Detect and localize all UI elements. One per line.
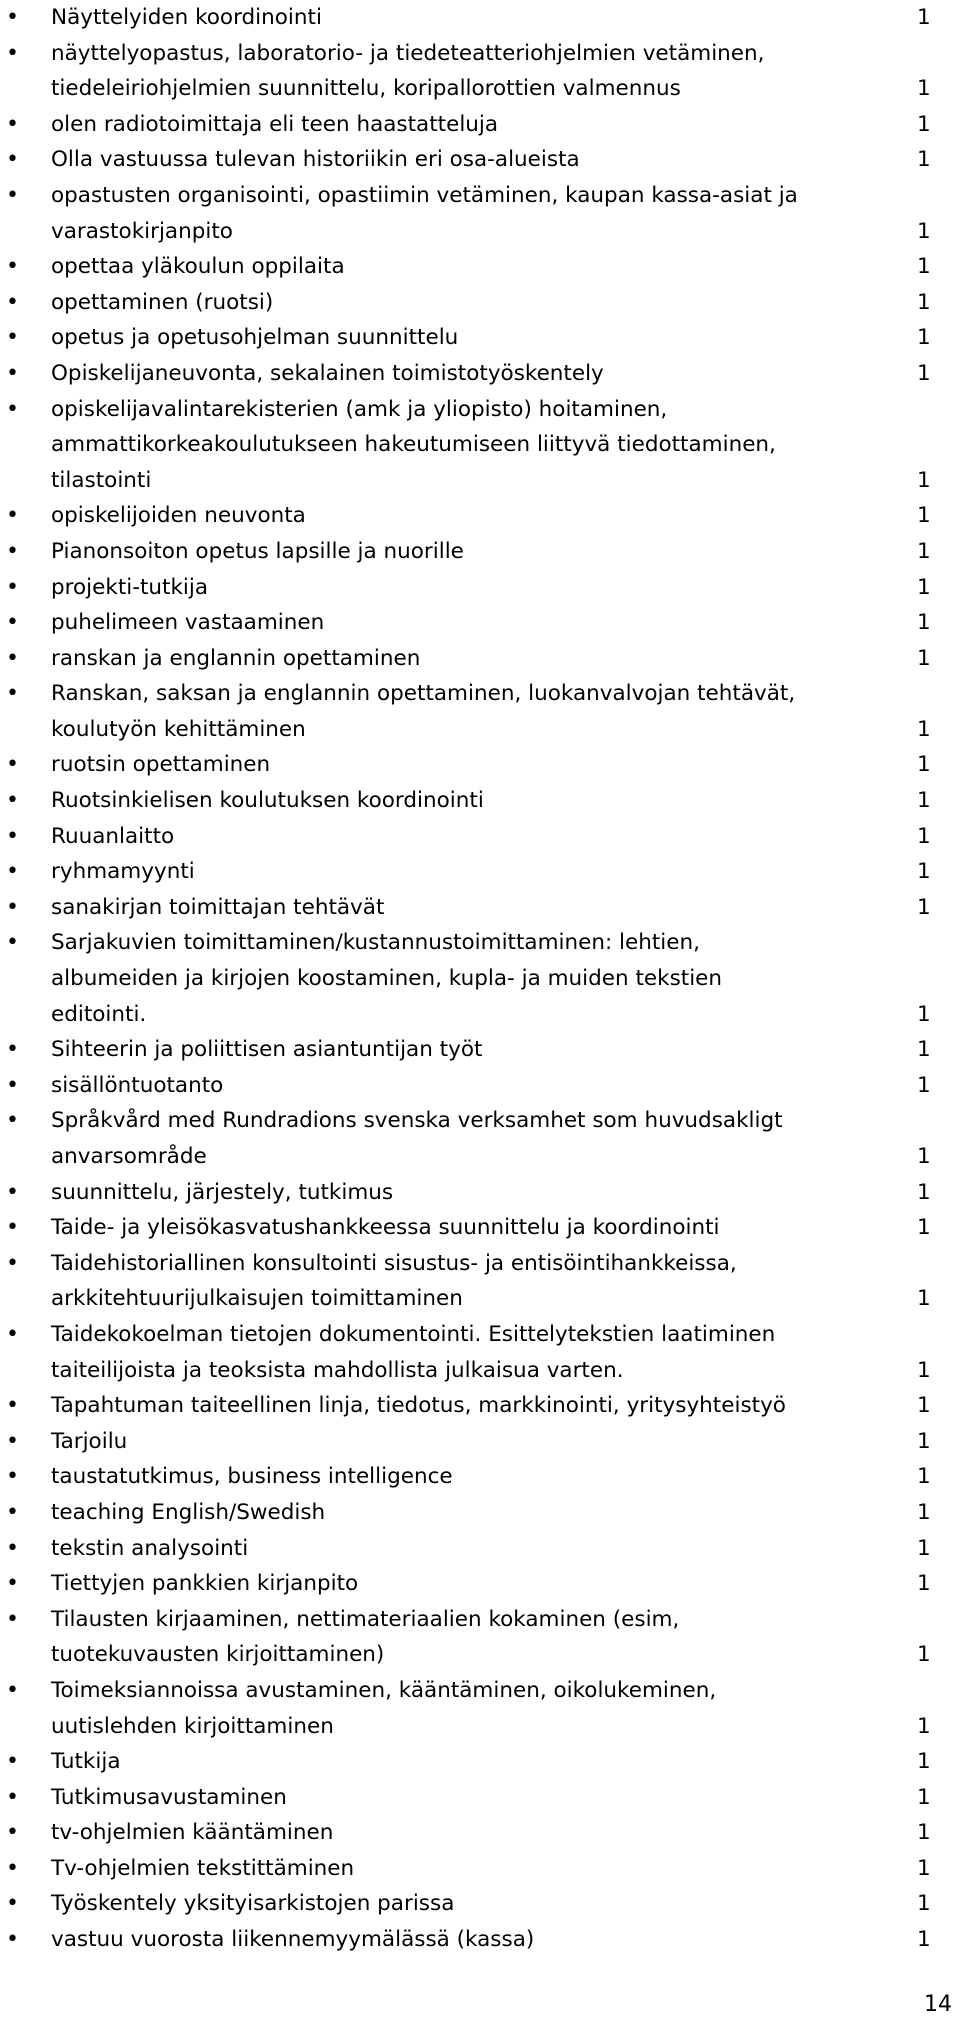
- list-item: [0, 1566, 960, 1602]
- item-text: Tapahtuman taiteellinen linja, tiedotus, markkinointi, yritysyhteistyö: [51, 1393, 786, 1419]
- list-item: [0, 320, 960, 356]
- bullet-icon: •: [6, 1250, 19, 1276]
- bullet-icon: •: [6, 752, 19, 778]
- item-text: projekti-tutkija: [51, 574, 209, 600]
- list-item: [0, 1495, 960, 1531]
- list-item: [0, 1424, 960, 1460]
- bullet-icon: •: [6, 1215, 19, 1241]
- item-count: 1: [917, 1037, 931, 1063]
- list-item: [0, 1317, 960, 1388]
- list-item: [0, 498, 960, 534]
- item-count: 1: [917, 1784, 931, 1810]
- bullet-icon: •: [6, 182, 19, 208]
- item-text: Tilausten kirjaaminen, nettimateriaalien kokaminen (esim, tuotekuvausten kirjoittaminen): [51, 1606, 680, 1668]
- item-count: 1: [917, 1215, 931, 1241]
- bullet-icon: •: [6, 610, 19, 636]
- list-item: [0, 1815, 960, 1851]
- bullet-icon: •: [6, 574, 19, 600]
- bullet-icon: •: [6, 1891, 19, 1917]
- item-text: Tutkimusavustaminen: [51, 1784, 287, 1810]
- item-text: puhelimeen vastaaminen: [51, 610, 325, 636]
- list-item: [0, 1175, 960, 1211]
- bullet-icon: •: [6, 1571, 19, 1597]
- item-count: 1: [917, 1144, 931, 1169]
- item-text: olen radiotoimittaja eli teen haastatteluja: [51, 111, 499, 137]
- item-count: 1: [917, 1535, 931, 1561]
- bullet-icon: •: [6, 289, 19, 315]
- item-count: 1: [917, 1464, 931, 1490]
- item-text: Ranskan, saksan ja englannin opettaminen, luokanvalvojan tehtävät, koulutyön kehittäminen: [51, 681, 796, 742]
- bullet-icon: •: [6, 1321, 19, 1347]
- item-count: 1: [917, 1713, 931, 1739]
- item-count: 1: [917, 894, 931, 920]
- list-item: [0, 890, 960, 926]
- item-count: 1: [917, 5, 931, 30]
- item-text: Taide- ja yleisökasvatushankkeessa suunnittelu ja koordinointi: [51, 1215, 720, 1241]
- item-count: 1: [917, 1179, 931, 1205]
- page-number: 14: [924, 1992, 952, 2017]
- list-item: [0, 1459, 960, 1495]
- item-text: tv-ohjelmien kääntäminen: [51, 1820, 334, 1846]
- item-count: 1: [917, 574, 931, 600]
- list-item: [0, 0, 960, 36]
- item-text: opetus ja opetusohjelman suunnittelu: [51, 325, 459, 351]
- item-text: opiskelijavalintarekisterien (amk ja yliopisto) hoitaminen, ammattikorkeakoulutukseen hakeutumiseen liittyvä tiedottaminen, tilastointi: [51, 396, 776, 493]
- bullet-icon: •: [6, 147, 19, 173]
- bullet-icon: •: [6, 1535, 19, 1561]
- item-count: 1: [917, 218, 931, 244]
- item-text: Språkvård med Rundradions svenska verksamhet som huvudsakligt anvarsområde: [51, 1108, 783, 1169]
- item-text: näyttelyopastus, laboratorio- ja tiedeteatteriohjelmien vetäminen, tiedeleiriohjelmien suunnittelu, koripallorottien valmennus: [51, 40, 765, 102]
- item-text: sanakirjan toimittajan tehtävät: [51, 894, 385, 920]
- item-count: 1: [917, 1855, 931, 1881]
- item-count: 1: [917, 1001, 931, 1027]
- item-count: 1: [917, 503, 931, 529]
- item-count: 1: [917, 645, 931, 671]
- bullet-icon: •: [6, 254, 19, 280]
- list-item: [0, 641, 960, 677]
- list-item: [0, 249, 960, 285]
- item-text: Taidehistoriallinen konsultointi sisustus- ja entisöintihankkeissa, arkkitehtuurijulkaisujen toimittaminen: [51, 1250, 737, 1312]
- item-count: 1: [917, 538, 931, 564]
- list-item: [0, 1886, 960, 1922]
- bullet-icon: •: [6, 930, 19, 956]
- item-text: Tv-ohjelmien tekstittäminen: [51, 1855, 355, 1881]
- item-text: Sihteerin ja poliittisen asiantuntijan työt: [51, 1037, 483, 1063]
- item-count: 1: [917, 1891, 931, 1917]
- item-text: suunnittelu, järjestely, tutkimus: [51, 1179, 394, 1205]
- bullet-icon: •: [6, 360, 19, 386]
- item-count: 1: [917, 289, 931, 315]
- item-text: ryhmamyynti: [51, 859, 195, 885]
- item-text: tekstin analysointi: [51, 1535, 249, 1561]
- bullet-icon: •: [6, 1499, 19, 1525]
- list-item: [0, 747, 960, 783]
- item-text: opettaminen (ruotsi): [51, 289, 274, 315]
- item-text: Taidekokoelman tietojen dokumentointi. Esittelytekstien laatiminen taiteilijoista ja teoksista mahdollista julkaisua varten.: [51, 1321, 776, 1383]
- bullet-icon: •: [6, 1037, 19, 1063]
- list-item: [0, 783, 960, 819]
- list-item: [0, 1210, 960, 1246]
- bullet-icon: •: [6, 1464, 19, 1490]
- item-text: teaching English/Swedish: [51, 1499, 326, 1525]
- list-item: [0, 1851, 960, 1887]
- bullet-icon: •: [6, 40, 19, 66]
- bullet-icon: •: [6, 681, 19, 707]
- bullet-icon: •: [6, 1428, 19, 1454]
- bullet-icon: •: [6, 1606, 19, 1632]
- item-text: Tutkija: [51, 1749, 121, 1775]
- item-count: 1: [917, 788, 931, 814]
- bullet-icon: •: [6, 1072, 19, 1098]
- item-count: 1: [917, 1749, 931, 1775]
- list-item: [0, 392, 960, 499]
- bullet-icon: •: [6, 823, 19, 849]
- item-text: opiskelijoiden neuvonta: [51, 503, 306, 529]
- list-item: [0, 1922, 960, 1958]
- bullet-icon: •: [6, 396, 19, 422]
- item-text: Työskentely yksityisarkistojen parissa: [51, 1891, 455, 1917]
- item-count: 1: [917, 254, 931, 280]
- item-text: Tarjoilu: [51, 1428, 128, 1454]
- bullet-icon: •: [6, 325, 19, 351]
- list-item: [0, 356, 960, 392]
- item-text: Tiettyjen pankkien kirjanpito: [51, 1571, 359, 1597]
- item-text: taustatutkimus, business intelligence: [51, 1464, 453, 1490]
- item-text: opastusten organisointi, opastiimin vetäminen, kaupan kassa-asiat ja varastokirjanpito: [51, 182, 798, 244]
- list-item: [0, 605, 960, 641]
- item-count: 1: [917, 1393, 931, 1419]
- bullet-icon: •: [6, 538, 19, 564]
- list-item: [0, 854, 960, 890]
- bullet-icon: •: [6, 1784, 19, 1810]
- item-count: 1: [917, 147, 931, 173]
- bullet-icon: •: [6, 788, 19, 814]
- list-item: [0, 1744, 960, 1780]
- list-item: [0, 819, 960, 855]
- item-text: Ruotsinkielisen koulutuksen koordinointi: [51, 788, 484, 814]
- list-item: [0, 676, 960, 747]
- item-count: 1: [917, 111, 931, 137]
- list-item: [0, 178, 960, 249]
- item-text: Opiskelijaneuvonta, sekalainen toimistotyöskentely: [51, 360, 604, 386]
- list-item: [0, 1103, 960, 1174]
- item-count: 1: [917, 1428, 931, 1454]
- list-item: [0, 570, 960, 606]
- item-text: Pianonsoiton opetus lapsille ja nuorille: [51, 538, 464, 564]
- item-text: Ruuanlaitto: [51, 823, 175, 849]
- bullet-icon: •: [6, 859, 19, 885]
- item-text: Sarjakuvien toimittaminen/kustannustoimittaminen: lehtien, albumeiden ja kirjojen koostaminen, kupla- ja muiden tekstien editointi.: [51, 930, 723, 1027]
- item-count: 1: [917, 325, 931, 351]
- item-count: 1: [917, 1820, 931, 1846]
- item-text: opettaa yläkoulun oppilaita: [51, 254, 345, 280]
- item-count: 1: [917, 1286, 931, 1312]
- bullet-icon: •: [6, 1820, 19, 1846]
- item-count: 1: [917, 1357, 931, 1383]
- bullet-icon: •: [6, 1393, 19, 1419]
- item-text: Näyttelyiden koordinointi: [51, 5, 322, 30]
- item-count: 1: [917, 360, 931, 386]
- item-count: 1: [917, 1642, 931, 1668]
- bullet-icon: •: [6, 1108, 19, 1134]
- item-count: 1: [917, 716, 931, 742]
- item-count: 1: [917, 752, 931, 778]
- item-text: vastuu vuorosta liikennemyymälässä (kassa): [51, 1927, 535, 1953]
- list-item: [0, 1068, 960, 1104]
- list-item: [0, 107, 960, 143]
- list-item: [0, 142, 960, 178]
- item-count: 1: [917, 1571, 931, 1597]
- item-count: 1: [917, 1927, 931, 1953]
- item-count: 1: [917, 1072, 931, 1098]
- bullet-icon: •: [6, 645, 19, 671]
- item-count: 1: [917, 467, 931, 493]
- item-text: Olla vastuussa tulevan historiikin eri osa-alueista: [51, 147, 580, 173]
- list-item: [0, 1388, 960, 1424]
- bullet-icon: •: [6, 1677, 19, 1703]
- list-item: [0, 925, 960, 1032]
- bullet-icon: •: [6, 1749, 19, 1775]
- item-count: 1: [917, 76, 931, 102]
- item-text: Toimeksiannoissa avustaminen, kääntäminen, oikolukeminen, uutislehden kirjoittaminen: [51, 1677, 717, 1739]
- bullet-icon: •: [6, 894, 19, 920]
- item-text: ranskan ja englannin opettaminen: [51, 645, 421, 671]
- item-count: 1: [917, 823, 931, 849]
- item-text: ruotsin opettaminen: [51, 752, 271, 778]
- list-item: [0, 1780, 960, 1816]
- bullet-icon: •: [6, 1855, 19, 1881]
- list-item: [0, 1602, 960, 1673]
- item-text: sisällöntuotanto: [51, 1072, 224, 1098]
- list-item: [0, 1673, 960, 1744]
- list-item: [0, 534, 960, 570]
- list-item: [0, 1246, 960, 1317]
- item-count: 1: [917, 859, 931, 885]
- bullet-icon: •: [6, 5, 19, 30]
- bullet-icon: •: [6, 111, 19, 137]
- item-count: 1: [917, 610, 931, 636]
- list-item: [0, 1032, 960, 1068]
- item-count: 1: [917, 1499, 931, 1525]
- bullet-icon: •: [6, 1179, 19, 1205]
- bullet-icon: •: [6, 503, 19, 529]
- list-item: [0, 36, 960, 107]
- bullet-icon: •: [6, 1927, 19, 1953]
- list-item: [0, 285, 960, 321]
- list-item: [0, 1531, 960, 1567]
